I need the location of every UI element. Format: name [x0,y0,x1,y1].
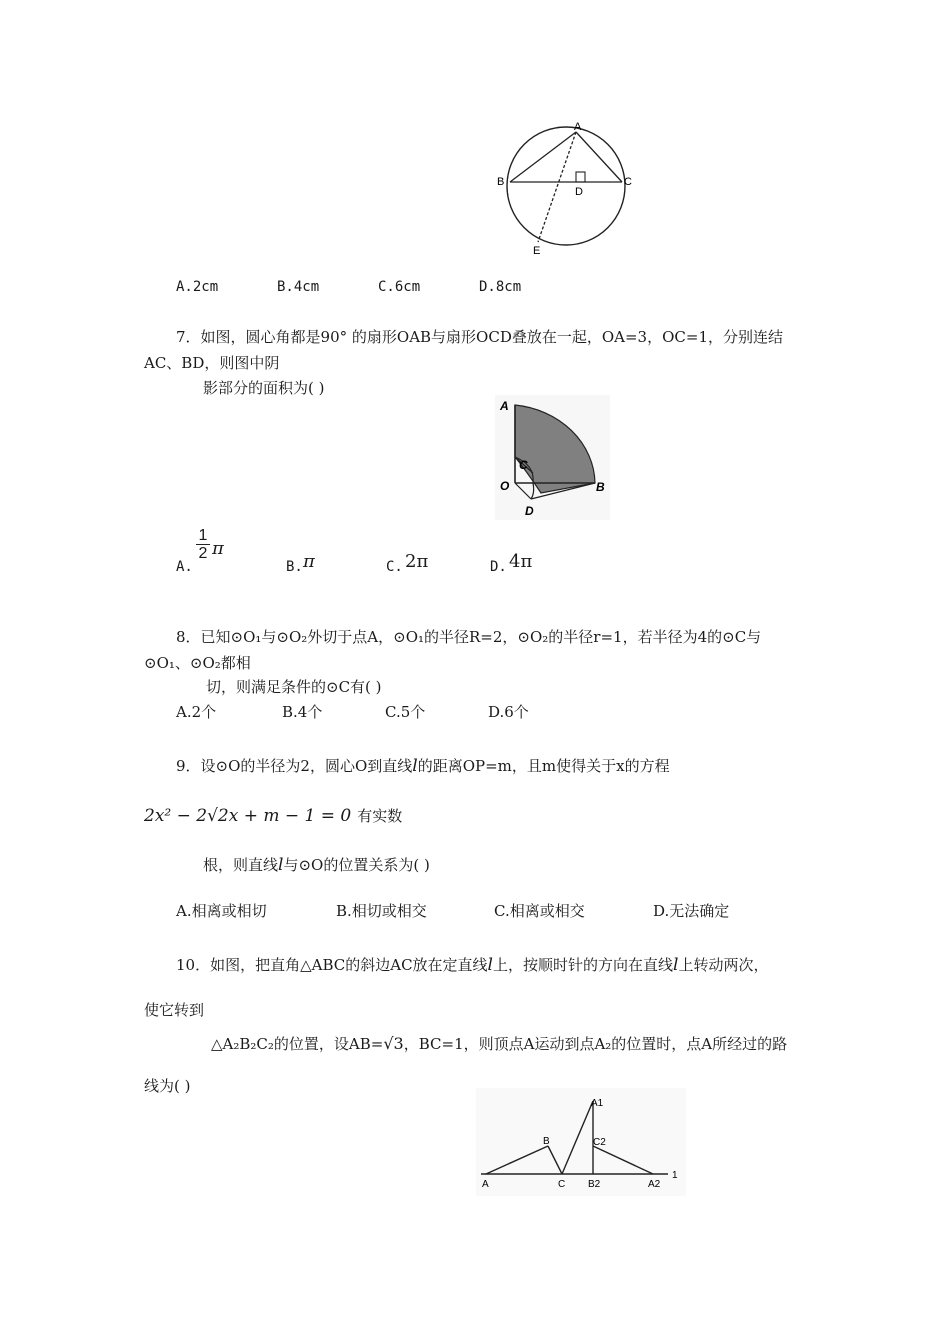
q10-label-A1: A1 [591,1098,604,1109]
q10-line3-a: △A₂B₂C₂的位置，设AB= [211,1035,384,1053]
q7-label-B: B [596,480,605,494]
q10-label-C: C [558,1179,566,1190]
q10-label-B2: B2 [588,1179,601,1190]
q9-equation-suffix: 有实数 [357,807,403,825]
q10-line3-b: ，BC=1，则顶点A运动到点A₂的位置时，点A所经过的路 [403,1035,788,1053]
q10-line3-sqrt: √3 [383,1034,404,1053]
q6-label-A: A [574,121,582,133]
q8-text-line3: 切，则满足条件的⊙C有( ) [206,678,382,696]
q10-label-A: A [482,1179,489,1190]
q9-option-b: B.相切或相交 [336,902,427,920]
q7-fraction-numerator: 1 [198,527,208,544]
q9-option-d: D.无法确定 [653,902,730,920]
q6-label-E: E [533,245,541,257]
q7-option-b-prefix: B. [286,559,303,575]
q10-line1-c: 上转动两次， [678,956,769,974]
q7-label-O: O [500,479,510,493]
q7-text-line2: AC、BD，则图中阴 [144,354,280,372]
q9-line3-end: 与⊙O的位置关系为( ) [283,856,430,874]
q9-equation-line [144,805,402,826]
q7-option-c-prefix: C. [386,559,403,575]
q10-line1-a: 10．如图，把直角△ABC的斜边AC放在定直线 [176,956,488,974]
q10-label-C2: C2 [593,1137,606,1148]
q9-text-line1 [176,755,670,776]
q7-option-c-value: 2π [405,551,429,572]
q9-line3-l: l [278,855,284,875]
q7-option-b-value: π [303,551,315,572]
q7-option-a-fraction [196,527,210,563]
q10-line1-l1: l [487,955,493,975]
q7-option-d-prefix: D. [490,559,507,575]
q9-option-a: A.相离或相切 [176,902,267,920]
q9-equation: 2x² − 2√2x + m − 1 = 0 [144,806,352,826]
q8-text-line2: ⊙O₁、⊙O₂都相 [144,654,251,672]
q6-option-a: A.2cm [176,279,219,295]
q7-sector-figure [495,395,610,520]
q7-option-a-pi: π [212,538,224,559]
q6-label-D: D [575,186,583,198]
q10-line1-l2: l [673,955,679,975]
q10-text-line2: 使它转到 [144,1001,205,1019]
q8-option-d: D.6个 [488,703,529,721]
q10-line1-b: 上，按顺时针的方向在直线 [492,956,673,974]
q6-circle-figure [490,118,640,260]
q10-label-A2: A2 [648,1179,661,1190]
q8-option-a: A.2个 [176,703,217,721]
q7-option-d-value: 4π [509,551,533,572]
q8-option-b: B.4个 [282,703,323,721]
q10-text-line1 [176,954,768,975]
q6-label-B: B [497,176,505,188]
q6-option-b: B.4cm [277,279,320,295]
q7-text-line1: 7．如图，圆心角都是90° 的扇形OAB与扇形OCD叠放在一起，OA=3，OC=1，分别连结 [176,328,783,346]
q10-label-B: B [543,1136,550,1147]
q7-label-D: D [525,504,534,518]
q6-option-d: D.8cm [479,279,522,295]
q9-line1-l: l [412,756,418,776]
q7-label-C: C [519,458,528,472]
q9-text-line3 [203,854,430,875]
q9-line1-start: 9．设⊙O的半径为2，圆心O到直线 [176,757,413,775]
q7-fraction-denominator: 2 [198,545,208,562]
q10-rotation-figure [476,1088,686,1196]
q7-text-line3: 影部分的面积为( ) [203,379,325,397]
q8-text-line1: 8．已知⊙O₁与⊙O₂外切于点A，⊙O₁的半径R=2，⊙O₂的半径r=1，若半径为4的⊙C与 [176,628,762,646]
q6-label-C: C [624,176,632,188]
q6-option-c: C.6cm [378,279,421,295]
q7-label-A: A [500,399,509,413]
q10-label-l: 1 [672,1170,678,1181]
q10-text-line3 [211,1033,787,1054]
q9-option-c: C.相离或相交 [494,902,585,920]
q10-text-line4: 线为( ) [144,1077,191,1095]
q7-option-a-prefix: A. [176,559,193,575]
q8-option-c: C.5个 [385,703,426,721]
q9-line1-end: 的距离OP=m，且m使得关于x的方程 [417,757,670,775]
q9-line3-start: 根，则直线 [203,856,279,874]
